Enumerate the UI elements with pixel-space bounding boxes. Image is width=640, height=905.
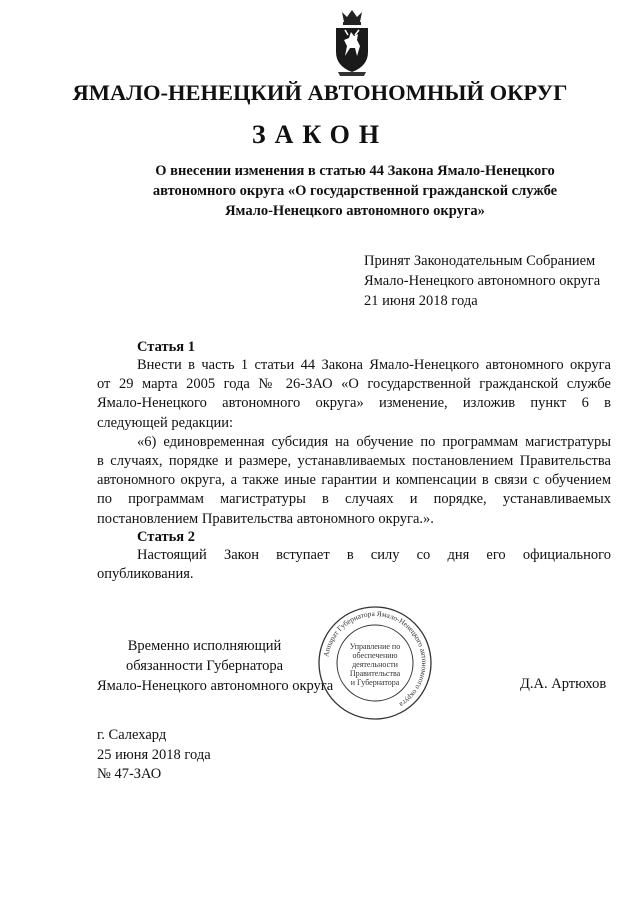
stamp-center-line: Правительства [349,669,401,678]
adoption-line: Принят Законодательным Собранием [364,253,596,269]
law-title-line: Ямало-Ненецкого автономного округа» [225,203,485,219]
document-footer [97,726,211,785]
signatory-name: Д.А. Артюхов [520,676,607,692]
paragraph-line: «6) единовременная субсидия на обучение по программам магистратуры [137,433,611,450]
paragraph-line: постановлением Правительства автономного округа.». [97,510,434,527]
article-1-title: Статья 1 [137,339,195,355]
position-line: Временно исполняющий [127,638,282,654]
stamp-ring-text: Аппарат Губернатора Ямало-Ненецкого автономного округа [321,608,430,710]
law-title-line: О внесении изменения в статью 44 Закона Ямало-Ненецкого [155,163,555,179]
adoption-line: 21 июня 2018 года [364,293,478,309]
paragraph-line: по программам магистратуры в случаях и порядке, устанавливаемых [97,491,611,508]
stamp-center-line: и Губернатора [350,678,400,687]
adoption-note [364,251,600,311]
paragraph-line: от 29 марта 2005 года № 26-ЗАО «О государственной гражданской службе [97,376,611,393]
position-line: Ямало-Ненецкого автономного округа [97,678,334,694]
paragraph-line: Ямало-Ненецкого автономного округа» изменение, изложив пункт 6 в [97,395,611,412]
article-2-body [97,546,611,584]
footer-date: 25 июня 2018 года [97,746,211,763]
coat-of-arms-icon [330,8,374,78]
paragraph-line: опубликования. [97,566,194,583]
paragraph-line: следующей редакции: [97,414,234,431]
region-heading: ЯМАЛО-НЕНЕЦКИЙ АВТОНОМНЫЙ ОКРУГ [72,80,568,105]
article-2-title: Статья 2 [137,529,195,545]
adoption-line: Ямало-Ненецкого автономного округа [364,273,601,289]
stamp-center-line: обеспечению [352,651,398,660]
article-1-body [97,356,611,529]
paragraph-line: Настоящий Закон вступает в силу со дня его официального [137,547,611,563]
paragraph-line: в случаях, порядке и размере, устанавливаемых постановлением Правительства [97,453,611,470]
official-stamp [316,604,434,722]
paragraph-line: автономного округа, а также иные гарантии и компенсации в связи с обучением [97,472,611,489]
paragraph-line: Внести в часть 1 статьи 44 Закона Ямало-Ненецкого автономного округа [137,357,611,373]
position-line: обязанности Губернатора [125,658,284,674]
stamp-center-line: Управление по [349,642,401,651]
footer-number: № 47-ЗАО [97,766,162,782]
footer-city: г. Салехард [97,727,167,743]
stamp-center-line: деятельности [352,660,398,669]
law-title [90,161,620,221]
law-title-line: автономного округа «О государственной гражданской службе [152,183,558,199]
signatory-position [97,636,334,696]
document-type-heading: ЗАКОН [251,120,389,149]
